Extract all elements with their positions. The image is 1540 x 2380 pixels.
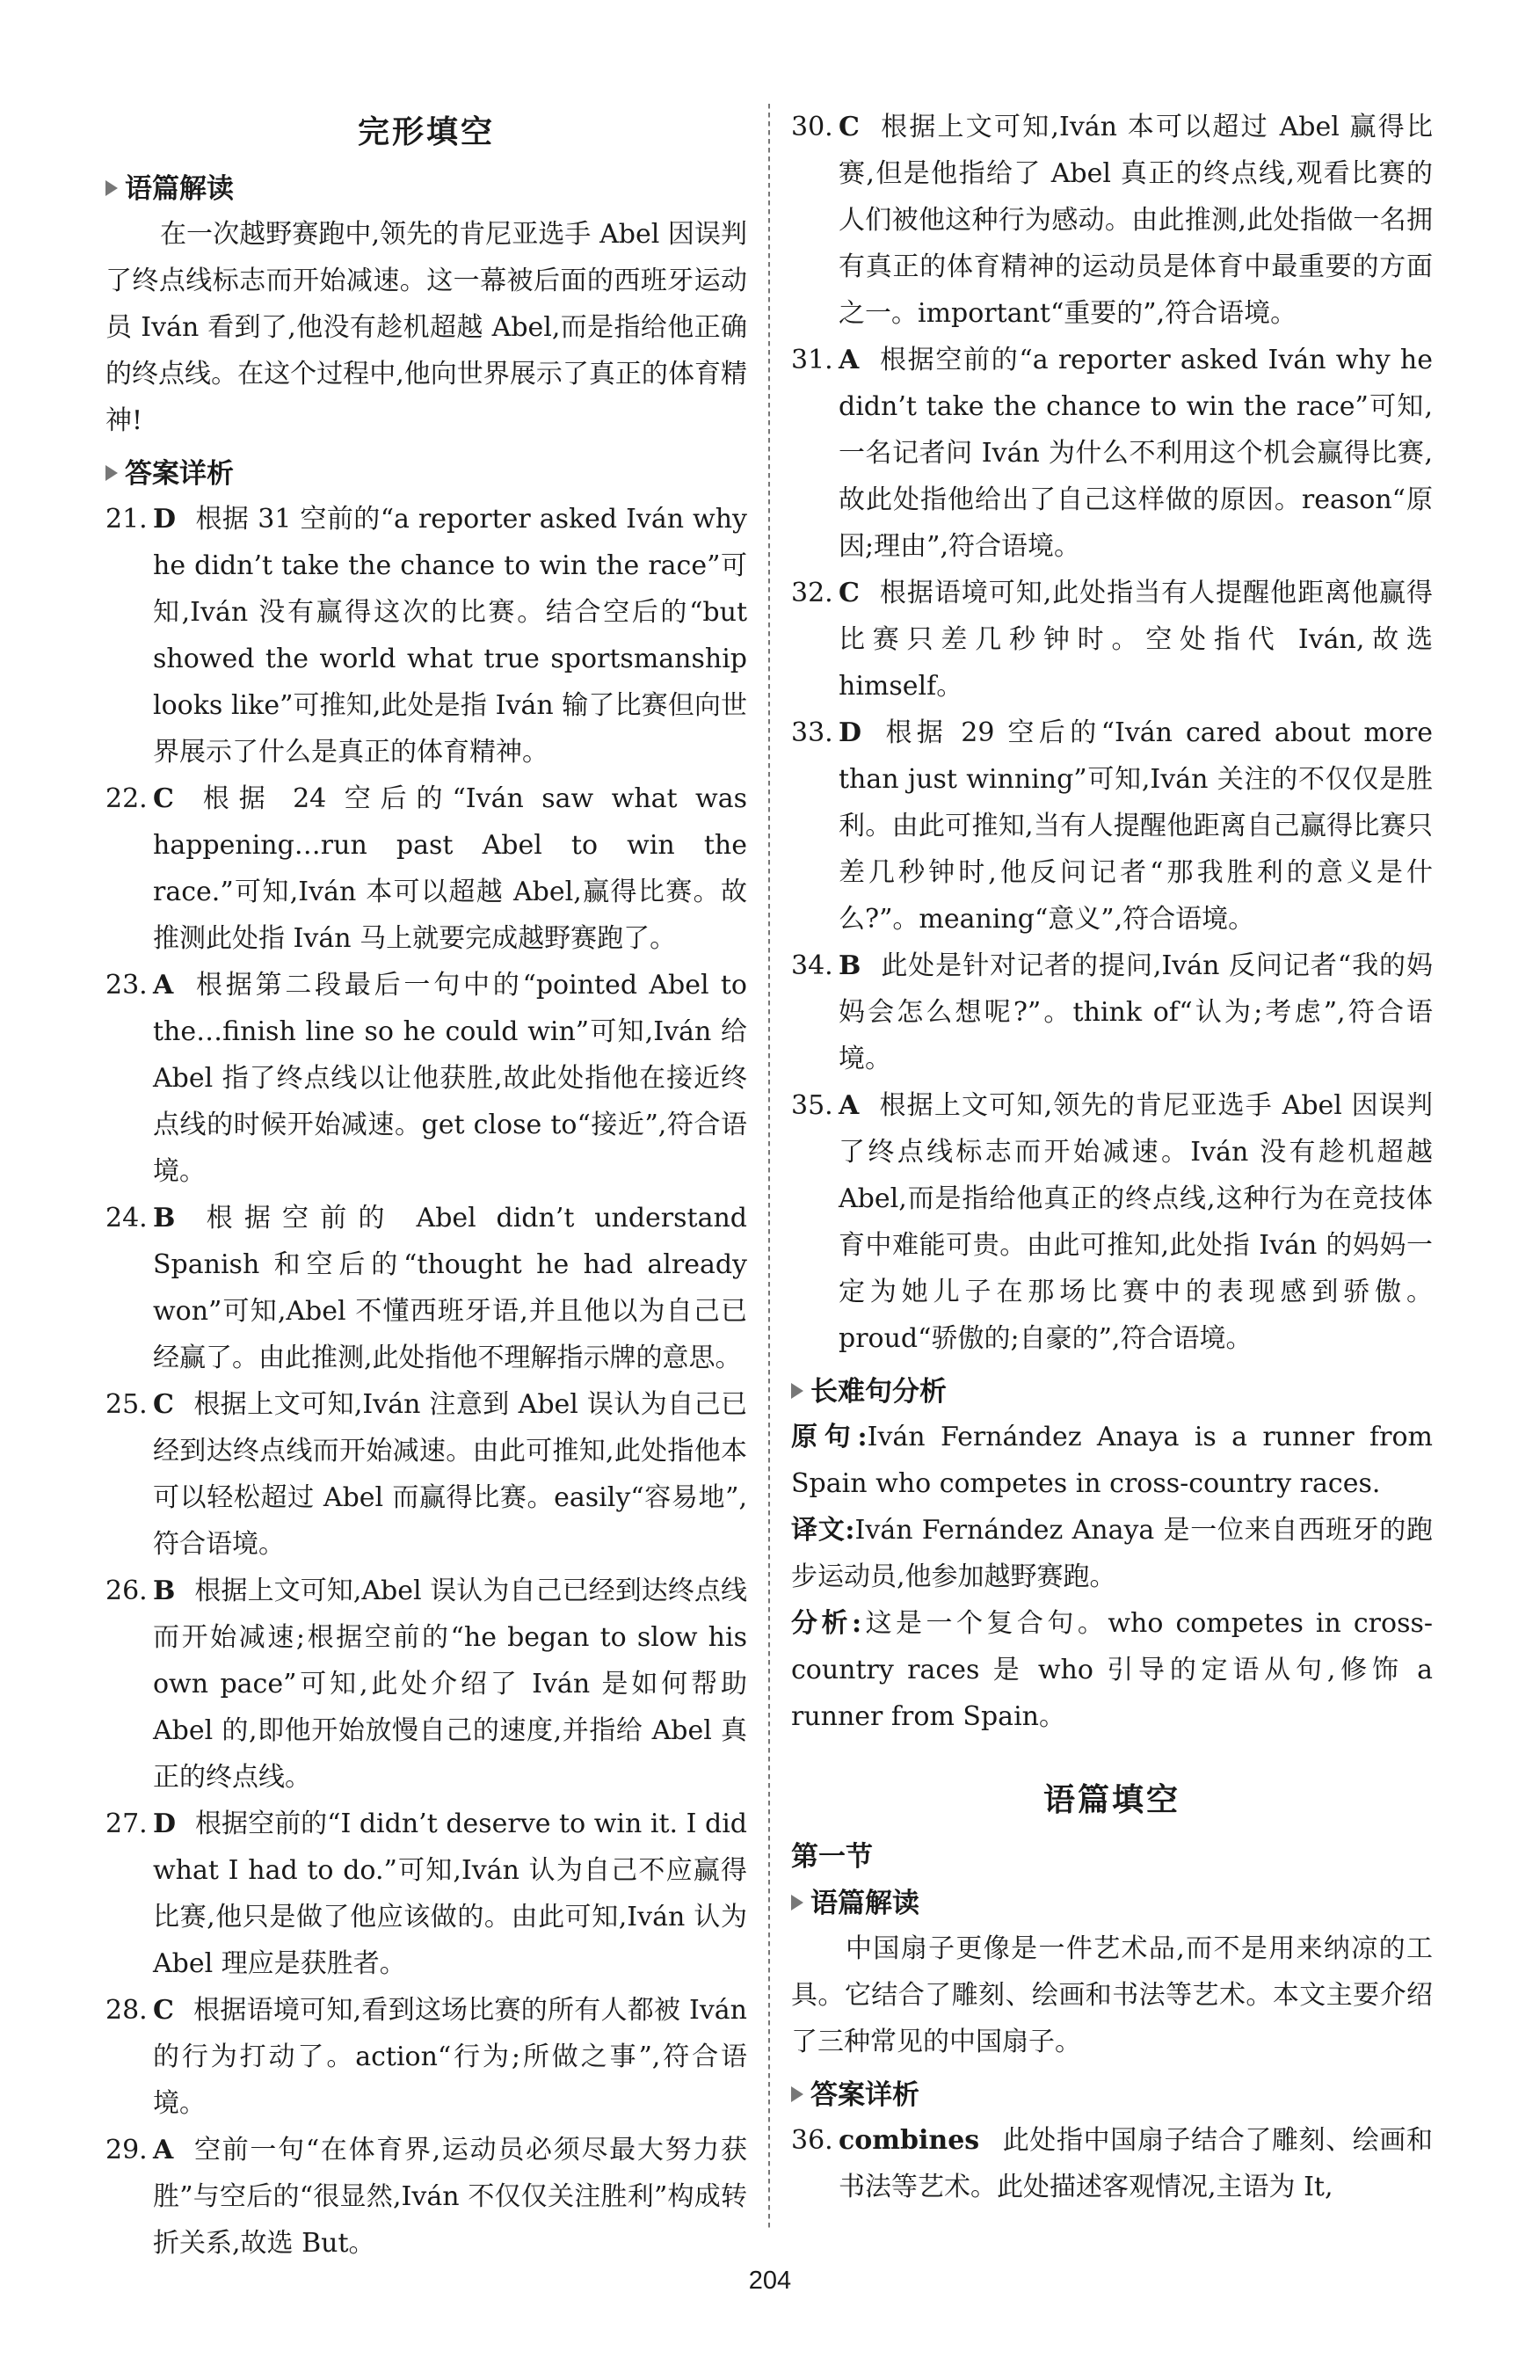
triangle-marker-icon bbox=[791, 1895, 803, 1911]
answer-analysis-heading: 答案详析 bbox=[105, 451, 747, 491]
reading-interpretation-heading-2: 语篇解读 bbox=[791, 1881, 1433, 1920]
answer-item: 35. A 根据上文可知,领先的肯尼亚选手 Abel 因误判了终点线标志而开始减速。Iván 没有趁机超越 Abel,而是指给他真正的终点线,这种行为在竞技体育中难能可贵。由此可推知,此处指 Iván 的妈妈一定为她儿子在那场比赛中的表现感到骄傲。proud“骄傲的;自豪的”,符合语境。 bbox=[791, 1090, 1433, 1354]
answer-item: 31. A 根据空前的“a reporter asked Iván why he didn’t take the chance to win the race”可知,一名记者问 Iván 为什么不利用这个机会赢得比赛,故此处指他给出了自己这样做的原因。reason“原因;理由”,符合语境。 bbox=[791, 345, 1433, 562]
left-column bbox=[105, 104, 747, 2267]
answer-item: 23. A 根据第二段最后一句中的“pointed Abel to the…finish line so he could win”可知,Iván 给 Abel 指了终点线以让他获胜,故此处指他在接近终点线的时候开始减速。get close to“接近”,符合语境。 bbox=[105, 970, 747, 1187]
triangle-marker-icon bbox=[105, 465, 118, 481]
triangle-marker-icon bbox=[791, 2086, 803, 2102]
reading-interpretation-text: 在一次越野赛跑中,领先的肯尼亚选手 Abel 因误判了终点线标志而开始减速。这一幕被后面的西班牙运动员 Iván 看到了,他没有趁机超越 Abel,而是指给他正确的终点线。在这个过程中,他向世界展示了真正的体育精神! bbox=[105, 219, 747, 436]
answer-item: 32. C 根据语境可知,此处指当有人提醒他距离他赢得比赛只差几秒钟时。空处指代 Iván,故选 himself。 bbox=[791, 578, 1433, 702]
reading-interpretation-text-2: 中国扇子更像是一件艺术品,而不是用来纳凉的工具。它结合了雕刻、绘画和书法等艺术。本文主要介绍了三种常见的中国扇子。 bbox=[791, 1933, 1433, 2057]
long-sentence-heading: 长难句分析 bbox=[791, 1369, 1433, 1408]
analysis: 分析:这是一个复合句。who competes in cross-country races 是 who 引导的定语从句,修饰 a runner from Spain。 bbox=[791, 1608, 1433, 1732]
original-sentence: 原句:Iván Fernández Anaya is a runner from Spain who competes in cross-country races. bbox=[791, 1422, 1433, 1499]
answer-item: 25. C 根据上文可知,Iván 注意到 Abel 误认为自己已经到达终点线而开始减速。由此可推知,此处指他本可以轻松超过 Abel 而赢得比赛。easily“容易地”,符合语境。 bbox=[105, 1389, 747, 1560]
right-column bbox=[791, 104, 1433, 2210]
answer-item: 36. combines 此处指中国扇子结合了雕刻、绘画和书法等艺术。此处描述客观情况,主语为 It, bbox=[791, 2125, 1433, 2202]
column-divider bbox=[768, 104, 770, 2231]
answer-item: 21. D 根据 31 空前的“a reporter asked Iván why he didn’t take the chance to win the race”可知,Iván 没有赢得这次的比赛。结合空后的“but showed the world what true sportsmanship looks like”可推知,此处是指 Iván 输了比赛但向世界展示了什么是真正的体育精神。 bbox=[105, 504, 747, 768]
answer-item: 22. C 根据 24 空后的“Iván saw what was happening…run past Abel to win the race.”可知,Iván 本可以超越 Abel,赢得比赛。故推测此处指 Iván 马上就要完成越野赛跑了。 bbox=[105, 783, 747, 954]
triangle-marker-icon bbox=[791, 1383, 803, 1399]
answer-item: 34. B 此处是针对记者的提问,Iván 反问记者“我的妈妈会怎么想呢?”。think of“认为;考虑”,符合语境。 bbox=[791, 950, 1433, 1074]
translation: 译文:Iván Fernández Anaya 是一位来自西班牙的跑步运动员,他参加越野赛跑。 bbox=[791, 1515, 1433, 1592]
answer-item: 30. C 根据上文可知,Iván 本可以超过 Abel 赢得比赛,但是他指给了 Abel 真正的终点线,观看比赛的人们被他这种行为感动。由此推测,此处指做一名拥有真正的体育精神的运动员是体育中最重要的方面之一。important“重要的”,符合语境。 bbox=[791, 112, 1433, 329]
reading-interpretation-heading: 语篇解读 bbox=[105, 166, 747, 206]
answer-item: 33. D 根据 29 空后的“Iván cared about more than just winning”可知,Iván 关注的不仅仅是胜利。由此可推知,当有人提醒他距离自己赢得比赛只差几秒钟时,他反问记者“那我胜利的意义是什么?”。meaning“意义”,符合语境。 bbox=[791, 717, 1433, 935]
answer-analysis-heading-2: 答案详析 bbox=[791, 2072, 1433, 2112]
answer-item: 26. B 根据上文可知,Abel 误认为自己已经到达终点线而开始减速;根据空前的“he began to slow his own pace”可知,此处介绍了 Iván 是如何帮助 Abel 的,即他开始放慢自己的速度,并指给 Abel 真正的终点线。 bbox=[105, 1576, 747, 1793]
page-number: 204 bbox=[748, 2267, 792, 2295]
section-title-cloze: 完形填空 bbox=[357, 113, 495, 150]
section-one-heading: 第一节 bbox=[791, 1841, 873, 1873]
answer-item: 27. D 根据空前的“I didn’t deserve to win it. I did what I had to do.”可知,Iván 认为自己不应赢得比赛,他只是做了他应该做的。由此可知,Iván 认为 Abel 理应是获胜者。 bbox=[105, 1809, 747, 1979]
answer-item: 24. B 根据空前的 Abel didn’t understand Spanish 和空后的“thought he had already won”可知,Abel 不懂西班牙语,并且他以为自己已经赢了。由此推测,此处指他不理解指示牌的意思。 bbox=[105, 1203, 747, 1373]
triangle-marker-icon bbox=[105, 180, 118, 196]
answer-item: 29. A 空前一句“在体育界,运动员必须尽最大努力获胜”与空后的“很显然,Iván 不仅仅关注胜利”构成转折关系,故选 But。 bbox=[105, 2135, 747, 2259]
section-title-passage-fill: 语篇填空 bbox=[1042, 1781, 1180, 1818]
answer-item: 28. C 根据语境可知,看到这场比赛的所有人都被 Iván 的行为打动了。action“行为;所做之事”,符合语境。 bbox=[105, 1995, 747, 2119]
